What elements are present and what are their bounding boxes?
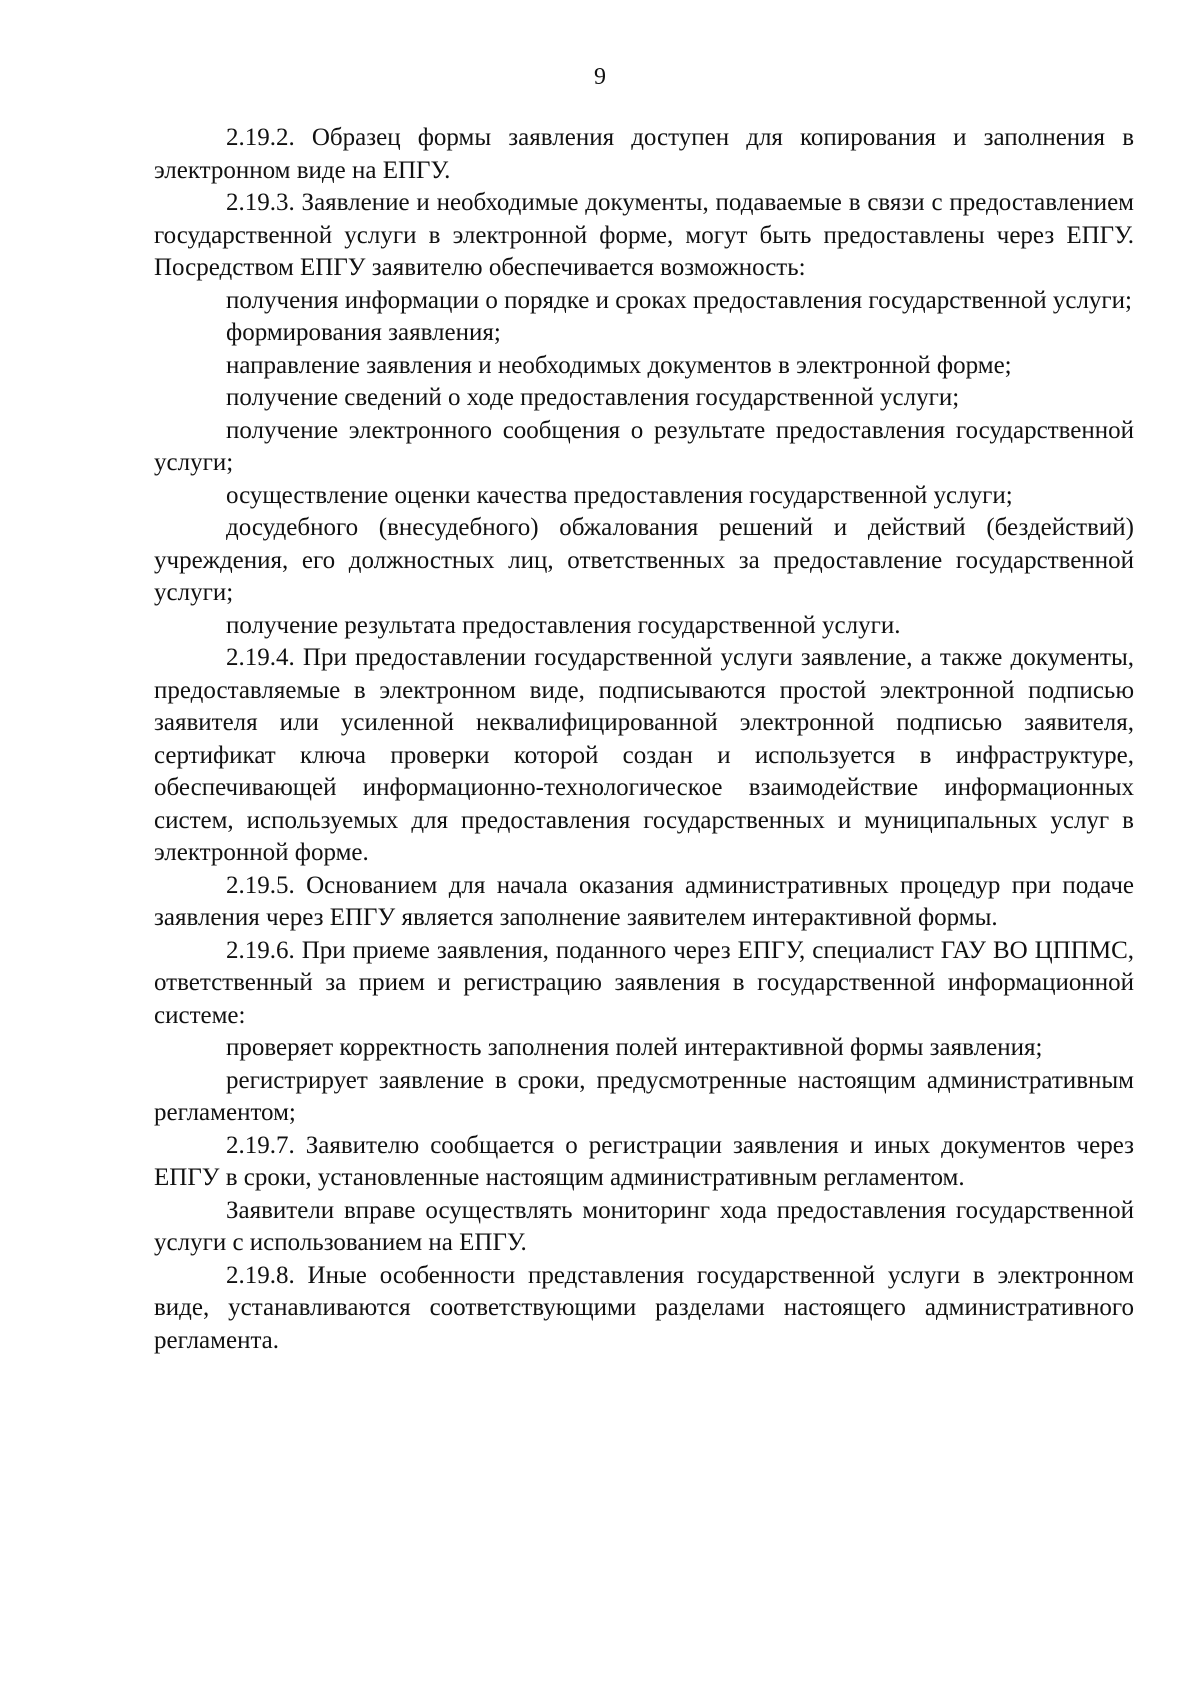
paragraph-2-19-8: 2.19.8. Иные особенности представления государственной услуги в электронном виде, устанавливаются соответствующими разделами настоящего административного регламента.: [154, 1261, 1134, 1354]
paragraph-2-19-6: 2.19.6. При приеме заявления, поданного через ЕПГУ, специалист ГАУ ВО ЦППМС, ответственный за прием и регистрацию заявления в государственной информационной системе:: [154, 936, 1134, 1029]
list-item-check: проверяет корректность заполнения полей интерактивной формы заявления;: [226, 1034, 1043, 1061]
list-item-message: получение электронного сообщения о результате предоставления государственной услуги;: [154, 416, 1134, 476]
paragraph-2-19-5: 2.19.5. Основанием для начала оказания административных процедур при подаче заявления через ЕПГУ является заполнение заявителем интерактивной формы.: [154, 871, 1134, 931]
paragraph-2-19-2: 2.19.2. Образец формы заявления доступен для копирования и заполнения в электронном виде на ЕПГУ.: [154, 124, 1134, 184]
paragraph-2-19-7: 2.19.7. Заявителю сообщается о регистрации заявления и иных документов через ЕПГУ в сроки, установленные настоящим административным регламентом.: [154, 1131, 1134, 1191]
paragraph-monitoring: Заявители вправе осуществлять мониторинг хода предоставления государственной услуги с использованием на ЕПГУ.: [154, 1196, 1134, 1256]
paragraph-2-19-4: 2.19.4. При предоставлении государственной услуги заявление, а также документы, предоставляемые в электронном виде, подписываются простой электронной подписью заявителя или усиленной неквалифицированной электронной подписью заявителя, сертификат ключа проверки которой создан и используется в инфраструктуре, обеспечивающей информационно-технологическое взаимодействие информационных систем, используемых для предоставления государственных и муниципальных услуг в электронной форме.: [154, 644, 1134, 866]
list-item-result: получение результата предоставления государственной услуги.: [226, 611, 901, 639]
list-item-form: формирования заявления;: [226, 319, 501, 346]
list-item-info: получения информации о порядке и сроках предоставления государственной услуги;: [226, 286, 1133, 314]
page-number: 9: [594, 64, 606, 90]
document-body: [154, 122, 1134, 1357]
list-item-appeal: досудебного (внесудебного) обжалования решений и действий (бездействий) учреждения, его должностных лиц, ответственных за предоставление государственной услуги;: [154, 514, 1134, 606]
paragraph-2-19-3: 2.19.3. Заявление и необходимые документы, подаваемые в связи с предоставлением государственной услуги в электронной форме, могут быть предоставлены через ЕПГУ. Посредством ЕПГУ заявителю обеспечивается возможность:: [154, 189, 1134, 281]
list-item-quality: осуществление оценки качества предоставления государственной услуги;: [226, 481, 1013, 509]
list-item-submit: направление заявления и необходимых документов в электронной форме;: [226, 351, 1012, 379]
list-item-register: регистрирует заявление в сроки, предусмотренные настоящим административным регламентом;: [154, 1066, 1134, 1126]
list-item-status: получение сведений о ходе предоставления государственной услуги;: [226, 384, 960, 411]
